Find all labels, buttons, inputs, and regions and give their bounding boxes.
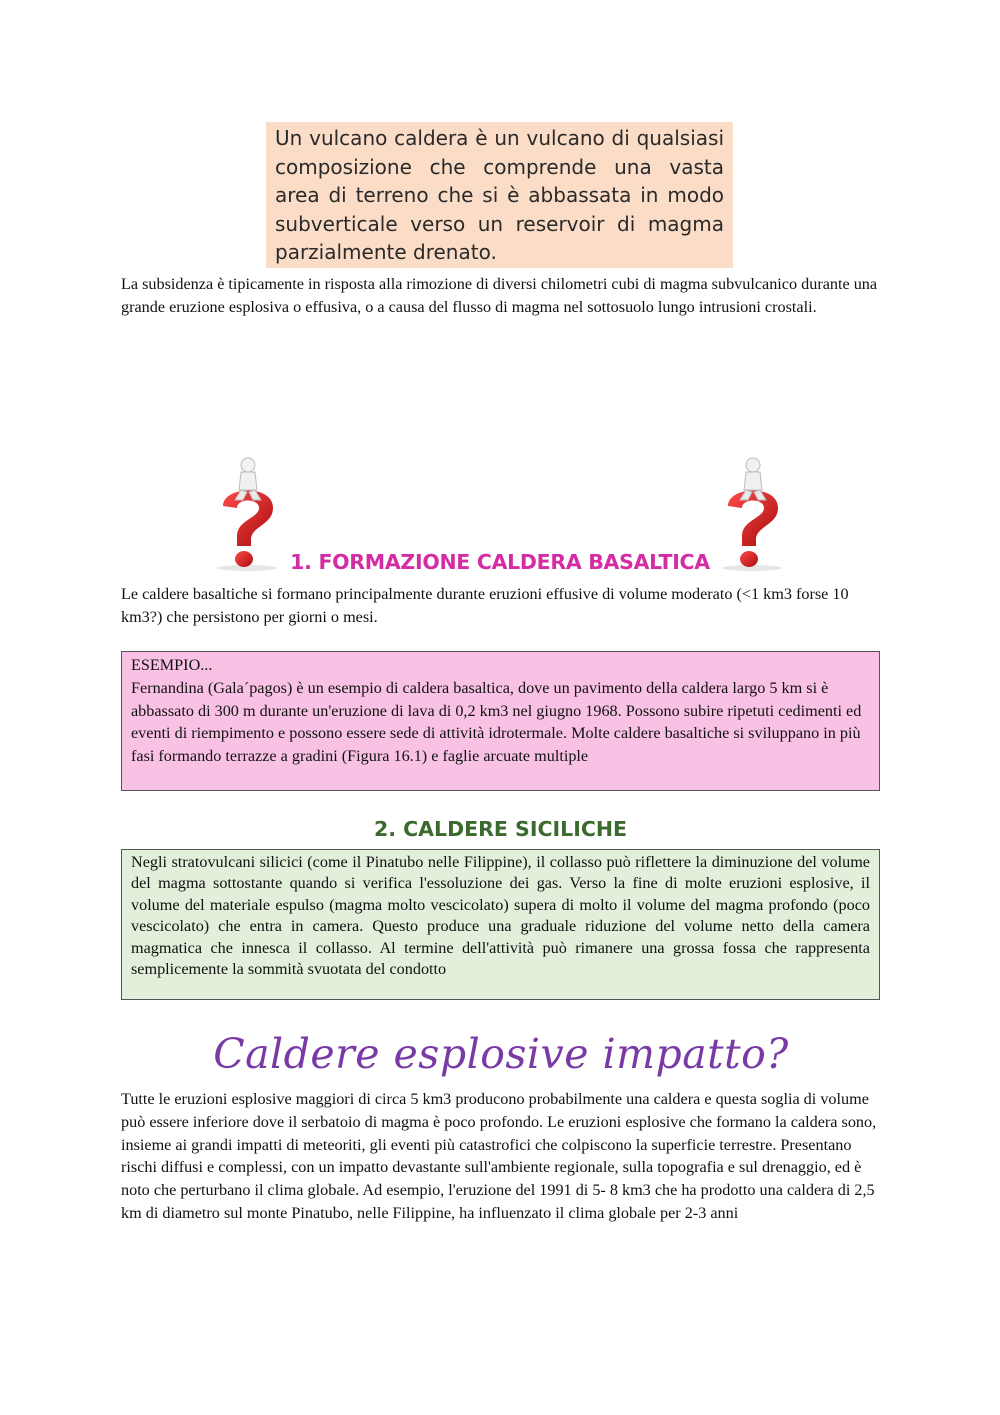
section3-heading: Caldere esplosive impatto? [213, 1030, 789, 1078]
section1-heading: 1. FORMAZIONE CALDERA BASALTICA [290, 550, 710, 574]
question-mark-thinker-icon [710, 456, 796, 572]
section1-paragraph: Le caldere basaltiche si formano principalmente durante eruzioni effusive di volume moderato (<1 km3 forse 10 km3?) che persistono per giorni o mesi. [121, 585, 849, 626]
silicic-caldera-box [121, 849, 880, 1000]
example-label: ESEMPIO... [131, 656, 213, 674]
intro-paragraph: La subsidenza è tipicamente in risposta alla rimozione di diversi chilometri cubi di magma subvulcanico durante una grande eruzione esplosiva o effusiva, o a causa del flusso di magma nel sottosuolo lungo intrusioni crostali. [121, 275, 878, 316]
example-text: Fernandina (Gala´pagos) è un esempio di caldera basaltica, dove un pavimento della caldera largo 5 km si è abbassato di 300 m durante un'eruzione di lava di 0,2 km3 nel giugno 1968. Possono subire ripetuti cedimenti ed eventi di riempimento e possono essere sede di attività idrotermale. Molte caldere basaltiche si sviluppano in più fasi formando terrazze a gradini (Figura 16.1) e faglie arcuate multiple [131, 678, 862, 766]
section2-heading: 2. CALDERE SICILICHE [373, 817, 628, 841]
example-box [121, 651, 880, 791]
silicic-caldera-text: Negli stratovulcani silicici (come il Pinatubo nelle Filippine), il collasso può riflettere la diminuzione del volume del magma sottostante quando si verifica l'essoluzione dei gas. Verso la fine di molte eruzioni esplosive, il volume del materiale espulso (magma molto vescicolato) supera di molto il volume del magma profondo (poco vescicolato) che entra in camera. Questo produce una graduale riduzione del volume netto della camera magmatica che innesca il collasso. Al termine dell'attività può rimanere una grossa fossa che rappresenta semplicemente la sommità svuotata del condotto [131, 853, 870, 979]
question-mark-thinker-icon [205, 456, 291, 572]
definition-text: Un vulcano caldera è un vulcano di qualsiasi composizione che comprende una vasta area di terreno che si è abbassata in modo subverticale verso un reservoir di magma parzialmente drenato. [275, 126, 724, 265]
definition-box [266, 122, 733, 268]
section3-paragraph: Tutte le eruzioni esplosive maggiori di circa 5 km3 producono probabilmente una caldera e questa soglia di volume può essere inferiore dove il serbatoio di magma è poco profondo. Le eruzioni esplosive che formano la caldera sono, insieme ai grandi impatti di meteoriti, gli eventi più catastrofici che colpiscono la superficie terrestre. Presentano rischi diffusi e complessi, con un impatto devastante sull'ambiente regionale, sulla topografia e sul drenaggio, ed è noto che perturbano il clima globale. Ad esempio, l'eruzione del 1991 di 5- 8 km3 che ha prodotto una caldera di 2,5 km di diametro sul monte Pinatubo, nelle Filippine, ha influenzato il clima globale per 2-3 anni [121, 1090, 877, 1222]
